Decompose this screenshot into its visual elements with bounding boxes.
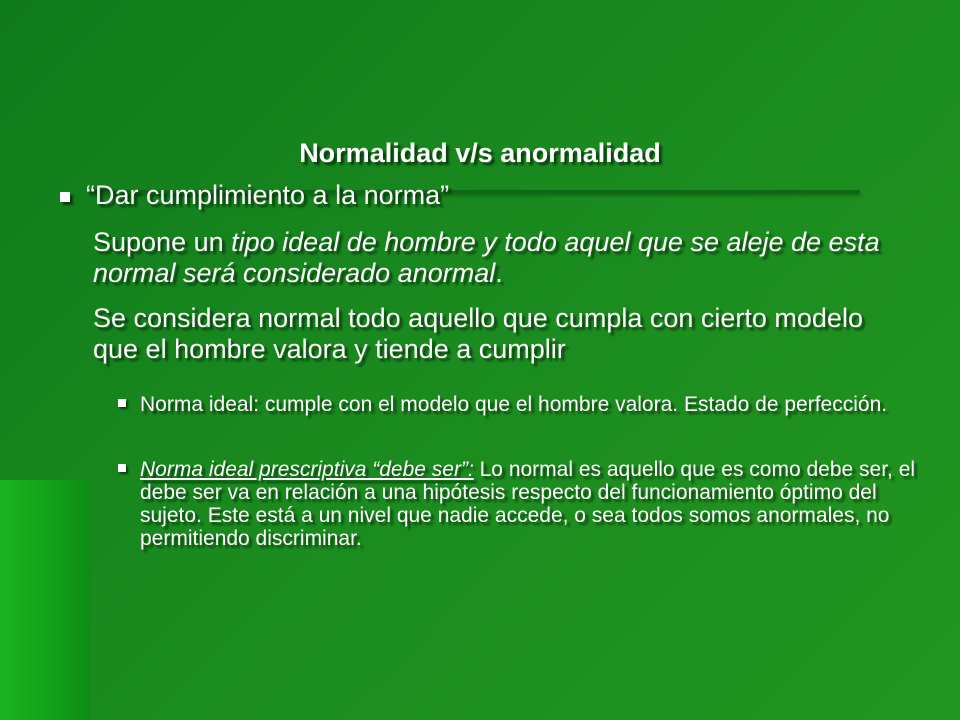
sub-bullet-text-2: Lo normal es aquello que es como debe ser, el debe ser va en relación a una hipótesis respecto del funcionamiento óptimo del sujeto. Este está a un nivel que nadie accede, o sea todos somos anormales, no permitiendo discriminar. (140, 458, 916, 550)
bullet-item (60, 180, 449, 211)
square-bullet-icon (118, 464, 126, 472)
sub-bullet-text-1: Norma ideal: cumple con el modelo que el hombre valora. Estado de perfección. (140, 393, 888, 416)
square-bullet-icon (118, 399, 126, 407)
sub-bullet-label-2: Norma ideal prescriptiva “debe ser”: (140, 458, 474, 481)
paragraph-1-italic: tipo ideal de hombre y todo aquel que se aleje de esta normal será considerado anormal (93, 227, 880, 288)
sub-bullet-item-2 (110, 458, 930, 550)
slide-title: Normalidad v/s anormalidad (299, 138, 661, 168)
paragraph-1 (93, 227, 893, 289)
sub-bullet-item-1 (110, 393, 930, 416)
square-bullet-icon (60, 192, 70, 202)
paragraph-1-end: . (495, 258, 503, 288)
paragraph-2: Se considera normal todo aquello que cumpla con cierto modelo que el hombre valora y tiende a cumplir (93, 303, 863, 364)
bullet-text: “Dar cumplimiento a la norma” (86, 180, 450, 210)
paragraph-1-start: Supone un (93, 227, 232, 257)
decorative-block (0, 480, 90, 720)
